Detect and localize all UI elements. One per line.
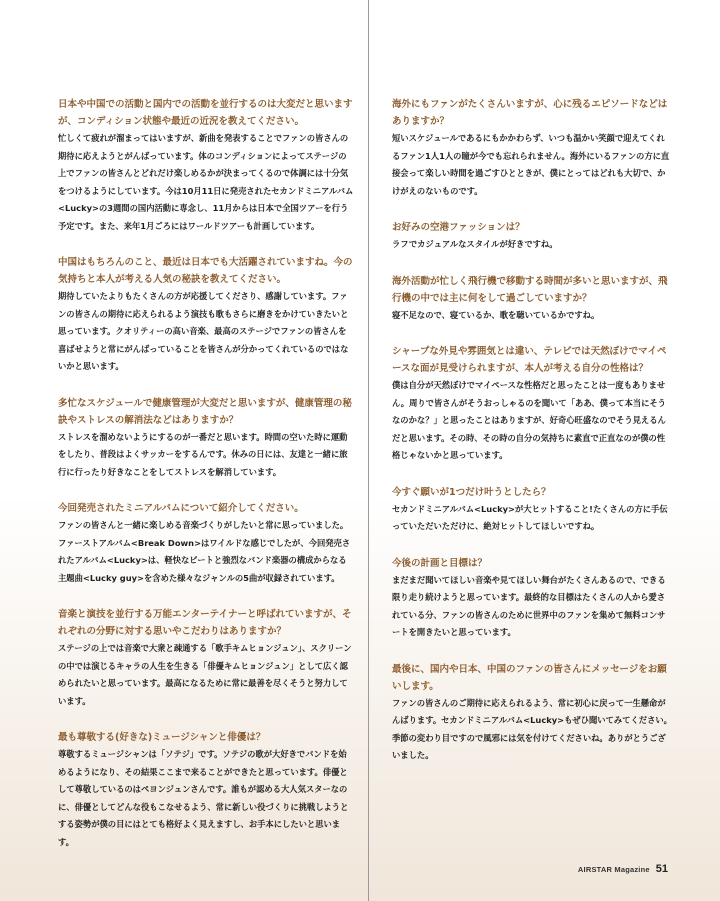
question: 多忙なスケジュールで健康管理が大変だと思いますが、健康管理の秘訣やストレスの解消法などはありますか？ xyxy=(58,397,352,426)
answer: ラフでカジュアルなスタイルが好きですね。 xyxy=(392,239,558,249)
answer: まだまだ聞いてほしい音楽や見てほしい舞台がたくさんあるので、できる限り走り続けようと思っています。最終的な目標はたくさんの人から愛されている分、ファンの皆さんのために世界中のファンを集めて無料コンサートを開きたいと思っています。 xyxy=(392,574,666,637)
qa-block xyxy=(392,343,672,465)
qa-block xyxy=(58,254,354,376)
question: 中国はもちろんのこと、最近は日本でも大活躍されていますね。今の気持ちと本人が考える人気の秘訣を教えてください。 xyxy=(58,257,353,285)
answer: ファンの皆さんのご期待に応えられるよう、常に初心に戻って一生懸命がんばります。セカンドミニアルバム<Lucky>もぜひ聞いてみてください。季節の変わり目ですので風邪には気を付けてくださいね。ありがとうございました。 xyxy=(392,697,672,760)
qa-block xyxy=(58,96,354,235)
answer: セカンドミニアルバム<Lucky>が大ヒットすること!たくさんの方に手伝っていただいただけに、絶対ヒットしてほしいですね。 xyxy=(392,503,668,531)
answer: ファンの皆さんと一緒に楽しめる音楽づくりがしたいと常に思っていました。ファーストアルバム<Break Down>はワイルドな感じでしたが、今回発売されたアルバム<Lucky>は、軽快なビートと強烈なバンド楽器の構成からなる主題曲<Lucky guy>を含めた様々なジャンルの5曲が収録されています。 xyxy=(58,520,351,583)
qa-block xyxy=(58,395,354,482)
page-footer xyxy=(578,863,668,875)
qa-block xyxy=(392,273,672,325)
qa-block xyxy=(392,555,672,642)
answer: ステージの上では音楽で大衆と疎通する「歌手キムヒョンジュン」、スクリーンの中では演じるキャラの人生を生きる「俳優キムヒョンジュン」として広く認められたいと思っています。最高になるために常に最善を尽くそうと努力しています。 xyxy=(58,643,352,706)
qa-block xyxy=(58,729,354,851)
question: 今回発売されたミニアルバムについて紹介してください。 xyxy=(58,503,304,514)
question: 今すぐ願いが1つだけ叶うとしたら？ xyxy=(392,486,551,498)
question: 今後の計画と目標は？ xyxy=(392,557,488,569)
column-divider xyxy=(368,0,369,901)
answer: 期待していたよりもたくさんの方が応援してくださり、感謝しています。ファンの皆さんの期待に応えられるよう演技も歌もさらに磨きをかけていきたいと思っています。クオリティーの高い音楽、最高のステージでファンの皆さんを喜ばせようと常にがんばっていることを皆さんが分かってくれているのではないかと思います。 xyxy=(58,291,349,371)
qa-block xyxy=(392,219,672,254)
answer: ストレスを溜めないようにするのが一番だと思います。時間の空いた時に運動をしたり、普段はよくサッカーをするんです。休みの日には、友達と一緒に旅行に行ったり好きなことをしてストレスを解消しています。 xyxy=(58,431,348,477)
question: 海外にもファンがたくさんいますが、心に残るエピソードなどはありますか？ xyxy=(392,99,668,127)
left-column xyxy=(58,96,354,870)
question: 海外活動が忙しく飛行機で移動する時間が多いと思いますが、飛行機の中では主に何をして過ごしていますか？ xyxy=(392,275,668,304)
right-column xyxy=(392,96,672,784)
answer: 僕は自分が天然ぼけでマイペースな性格だと思ったことは一度もありません。周りで皆さんがそうおっしゃるのを聞いて「ああ、僕って本当にそうなのかな？」と思ったことはありますが、好奇心旺盛なのでそう見えるんだと思います。その時、その時の自分の気持ちに素直で正直なのが僕の性格じゃないかと思っています。 xyxy=(392,380,666,460)
qa-block xyxy=(392,484,672,536)
question: 日本や中国での活動と国内での活動を並行するのは大変だと思いますが、コンディション状態や最近の近況を教えてください。 xyxy=(58,99,353,127)
magazine-name: AIRSTAR Magazine xyxy=(577,865,650,874)
qa-block xyxy=(58,500,354,587)
answer: 短いスケジュールであるにもかかわらず、いつも温かい笑顔で迎えてくれるファン1人1人の瞳が今でも忘れられません。海外にいるファンの方に直接会って楽しい時間を過ごすひとときが、僕にとってはどれも大切で、かけがえのないものです。 xyxy=(392,133,670,196)
answer: 寝不足なので、寝ているか、歌を聴いているかですね。 xyxy=(392,309,600,320)
question: 最後に、国内や日本、中国のファンの皆さんにメッセージをお願いします。 xyxy=(392,663,667,692)
qa-block xyxy=(392,96,672,200)
answer: 尊敬するミュージシャンは「ソテジ」です。ソテジの歌が大好きでバンドを始めるようになり、その結果ここまで来ることができたと思っています。俳優として尊敬しているのはペヨンジュンさんです。誰もが認める大人気スターなのに、俳優としてどんな役もこなせるよう、常に新しい役づくりに挑戦しようとする姿勢が僕の目にはとても格好よく見えますし、お手本にしたいと思います。 xyxy=(58,749,349,847)
page-number: 51 xyxy=(655,863,668,875)
qa-block xyxy=(58,606,354,710)
question: シャープな外見や雰囲気とは違い、テレビでは天然ぼけでマイペースな面が見受けられますが、本人が考える自分の性格は？ xyxy=(392,346,667,374)
answer: 忙しくて疲れが溜まってはいますが、新曲を発表することでファンの皆さんの期待に応えようとがんばっています。体のコンディションによってステージの上でファンの皆さんとどれだけ楽しめるかが決まってくるので体調には十分気をつけるようにしています。今は10月11日に発売されたセカンドミニアルバム<Lucky>の3週間の国内活動に専念し、11月からは日本で全国ツアーを行う予定です。また、来年1月ごろにはワールドツアーも計画しています。 xyxy=(58,133,354,231)
question: 最も尊敬する(好きな)ミュージシャンと俳優は？ xyxy=(58,732,266,743)
qa-block xyxy=(392,661,672,765)
question: お好みの空港ファッションは？ xyxy=(392,222,525,233)
question: 音楽と演技を並行する万能エンターテイナーと呼ばれていますが、それぞれの分野に対する思いやこだわりはありますか？ xyxy=(58,609,352,637)
